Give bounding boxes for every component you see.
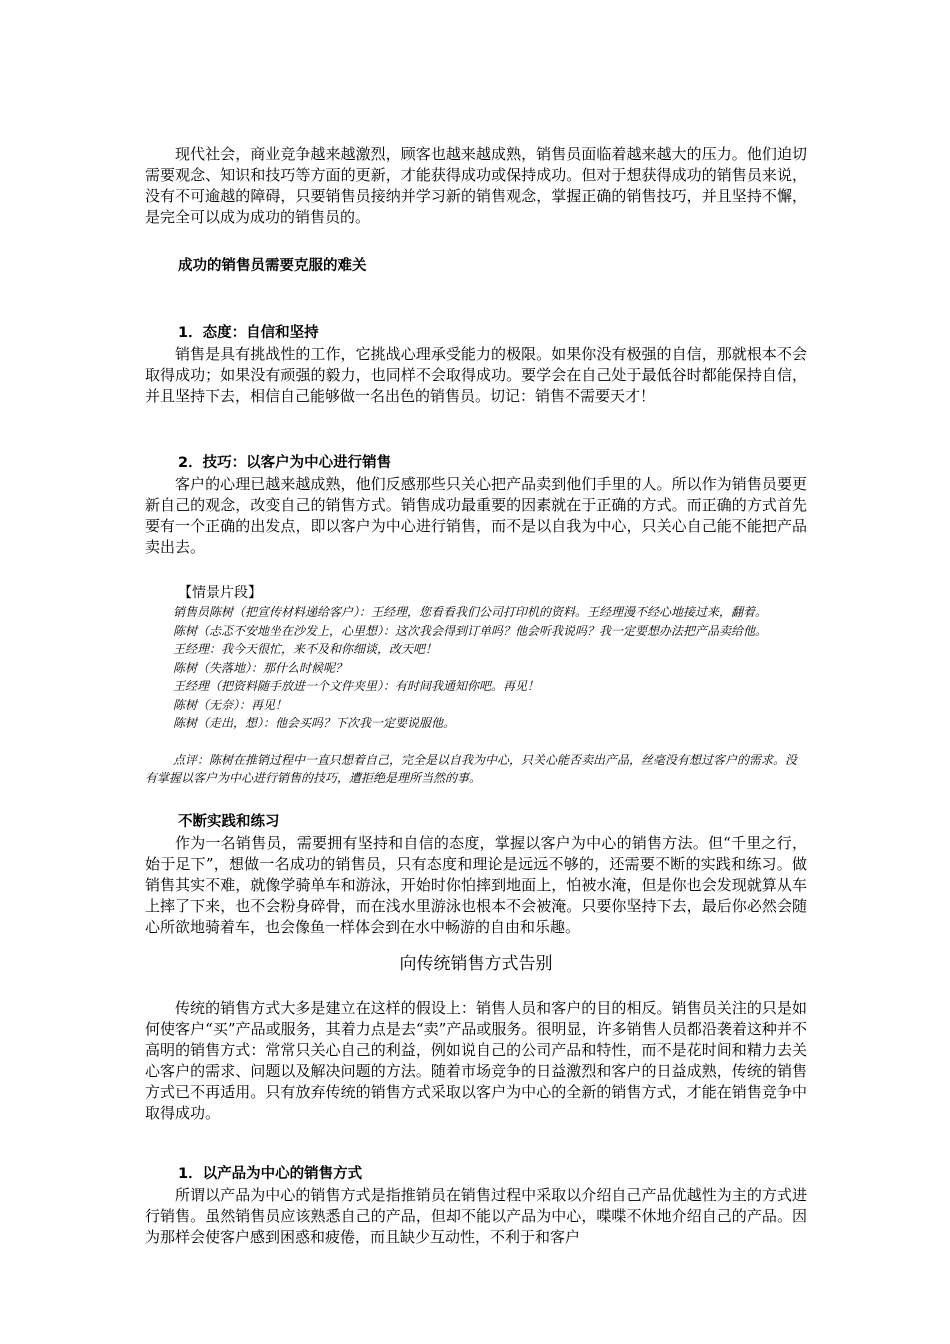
traditional-paragraph: 传统的销售方式大多是建立在这样的假设上：销售人员和客户的目的相反。销售员关注的只是如何使客户“买”产品或服务，其着力点是去“卖”产品或服务。很明显，许多销售人员都沿袭着这种并不高明的销售方式：常常只关心自己的利益，例如说自己的公司产品和特性，而不是花时间和精力去关心客户的需求、问题以及解决问题的方法。随着市场竞争的日益激烈和客户的日益成熟，传统的销售方式已不再适用。只有放弃传统的销售方式采取以客户为中心的全新的销售方式，才能在销售竞争中取得成功。 [145, 998, 807, 1122]
scene-comment: 点评：陈树在推销过程中一直只想着自己，完全是以自我为中心，只关心能否卖出产品，丝毫没有想过客户的需求。没有掌握以客户为中心进行销售的技巧，遭拒绝是理所当然的事。 [145, 752, 798, 785]
scene-excerpt [145, 584, 807, 788]
heading-skill: 2．技巧：以客户为中心进行销售 [178, 455, 392, 471]
section-heading-obstacles: 成功的销售员需要克服的难关 [178, 258, 367, 274]
scene-line: 销售员陈树（把宣传材料递给客户）：王经理，您看看我们公司打印机的资料。王经理漫不经心地接过来，翻着。 [173, 605, 768, 619]
practice-paragraph: 作为一名销售员，需要拥有坚持和自信的态度，掌握以客户为中心的销售方法。但“千里之行，始于足下”，想做一名成功的销售员，只有态度和理论是远远不够的，还需要不断的实践和练习。做销售其实不难，就像学骑单车和游泳，开始时你怕摔到地面上，怕被水淹，但是你也会发现就算从车上摔了下来，也不会粉身碎骨，而在浅水里游泳也根本不会被淹。只要你坚持下去，最后你必然会随心所欲地骑着车，也会像鱼一样体会到在水中畅游的自由和乐趣。 [145, 833, 807, 936]
scene-line: 陈树（走出，想）：他会买吗？下次我一定要说服他。 [173, 716, 456, 730]
scene-line: 陈树（失落地）：那什么时候呢？ [173, 660, 348, 675]
scene-line: 陈树（忐忑不安地坐在沙发上，心里想）：这次我会得到订单吗？他会听我说吗？我一定要想办法把产品卖给他。 [173, 623, 768, 638]
heading-product-centered: 1．以产品为中心的销售方式 [178, 1165, 363, 1182]
skill-paragraph: 客户的心理已越来越成熟，他们反感那些只关心把产品卖到他们手里的人。所以作为销售员要更新自己的观念，改变自己的销售方式。销售成功最重要的因素就在于正确的方式。而正确的方式首先要有一个正确的出发点，即以客户为中心进行销售，而不是以自我为中心，只关心自己能不能把产品卖出去。 [145, 475, 807, 556]
scene-line: 王经理：我今天很忙，来不及和你细谈，改天吧！ [173, 642, 438, 656]
heading-practice: 不断实践和练习 [178, 813, 280, 830]
intro-paragraph: 现代社会，商业竞争越来越激烈，顾客也越来越成熟，销售员面临着越来越大的压力。他们迫切需要观念、知识和技巧等方面的更新，才能获得成功或保持成功。但对于想获得成功的销售员来说，没有不可逾越的障碍，只要销售员接纳并学习新的销售观念，掌握正确的销售技巧，并且坚持不懈，是完全可以成为成功的销售员的。 [145, 145, 807, 226]
scene-line: 王经理（把资料随手放进一个文件夹里）：有时间我通知你吧。再见！ [173, 679, 540, 693]
heading-attitude: 1．态度：自信和坚持 [178, 325, 319, 341]
document-body [145, 144, 807, 1248]
section-title-traditional: 向传统销售方式告别 [399, 953, 553, 974]
scene-line: 陈树（无奈）：再见！ [173, 697, 288, 712]
scene-title: 【情景片段】 [178, 585, 262, 601]
attitude-paragraph: 销售是具有挑战性的工作，它挑战心理承受能力的极限。如果你没有极强的自信，那就根本不会取得成功；如果没有顽强的毅力，也同样不会取得成功。要学会在自己处于最低谷时都能保持自信，并且坚持下去，相信自己能够做一名出色的销售员。切记：销售不需要天才！ [145, 345, 807, 405]
product-centered-paragraph: 所谓以产品为中心的销售方式是指推销员在销售过程中采取以介绍自己产品优越性为主的方式进行销售。虽然销售员应该熟悉自己的产品，但却不能以产品为中心，喋喋不休地介绍自己的产品。因为那样会使客户感到困惑和疲倦，而且缺少互动性，不利于和客户 [145, 1185, 807, 1246]
